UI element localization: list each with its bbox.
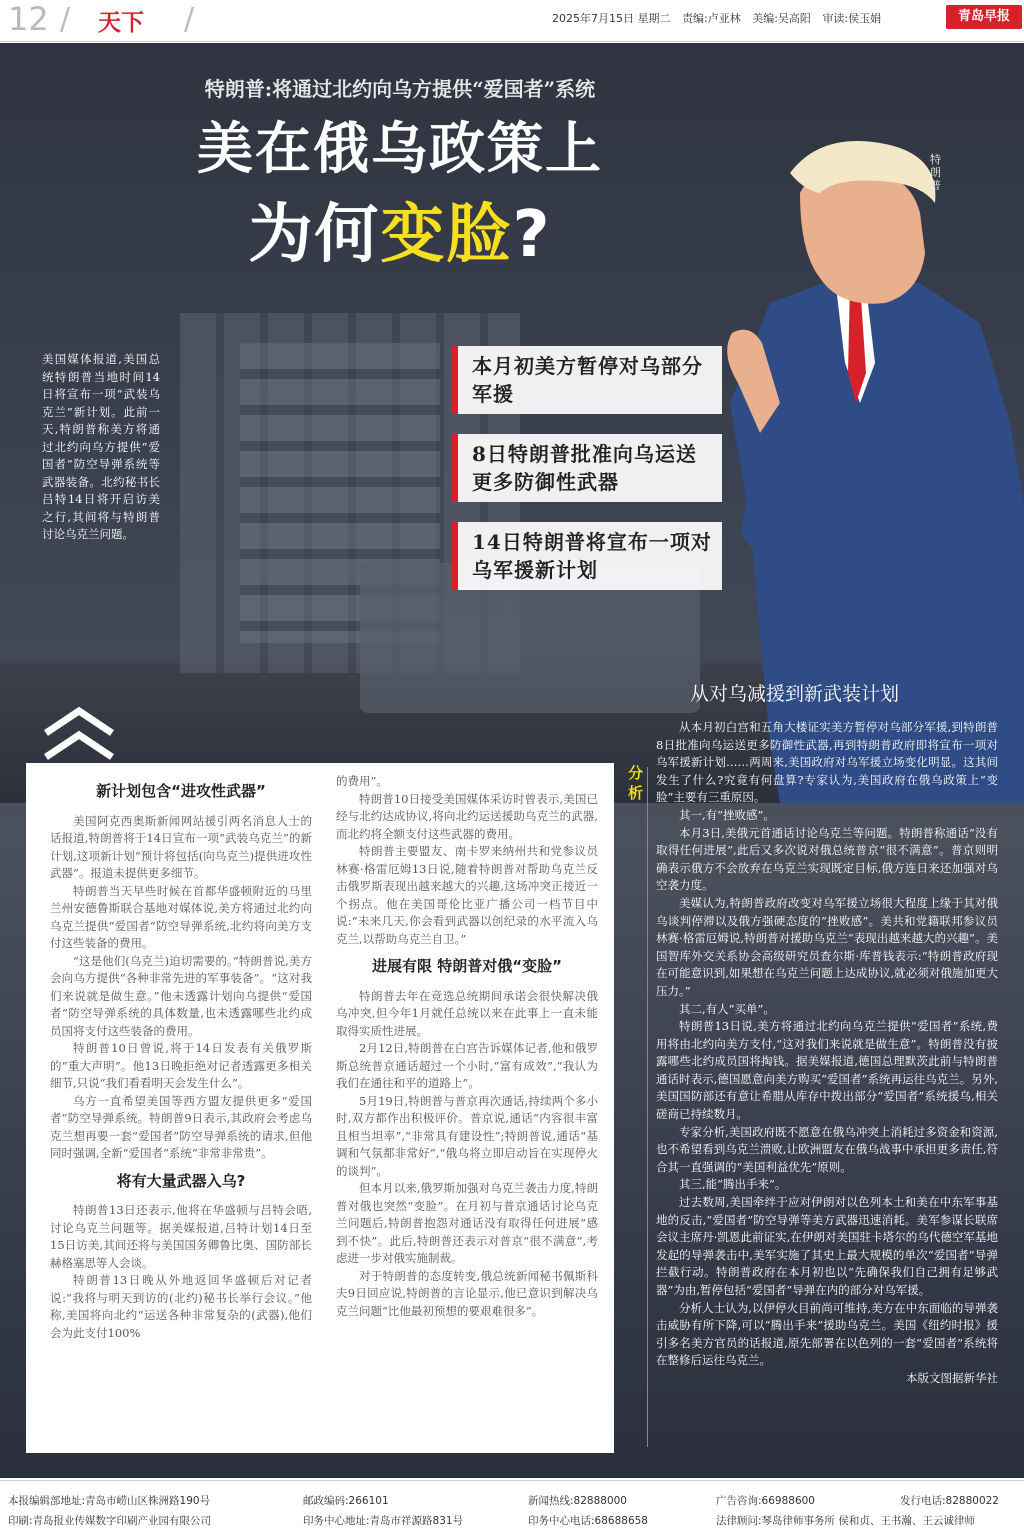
paragraph: 分析人士认为,以伊停火目前尚可维持,美方在中东面临的导弹袭击威胁有所下降,可以“腾出手来”援助乌克兰。美国《纽约时报》援引多名美方官员的话报道,原先部署在以色列的一套“爱国者”系统将在整修后运往乌克兰。 (656, 1300, 998, 1368)
subheading: 新计划包含“进攻性武器” (96, 782, 266, 800)
footer-address: 本报编辑部地址:青岛市崂山区株洲路190号 (8, 1495, 211, 1507)
page-footer (0, 1480, 1024, 1531)
article-column-middle (336, 773, 598, 1320)
article-column-left (50, 773, 312, 1342)
newspaper-logo: 青岛早报 (946, 5, 1022, 29)
paragraph: 特朗普10日曾说,将于14日发表有关俄罗斯的“重大声明”。他13日晚拒绝对记者透露更多相关细节,只说“我们看看明天会发生什么”。 (50, 1041, 312, 1090)
divider-slash: / (60, 2, 71, 37)
footer-print-address: 印务中心地址:青岛市祥源路831号 (303, 1515, 464, 1527)
lede-paragraph: 美国媒体报道,美国总统特朗普当地时间14日将宣布一项“武装乌克兰”新计划。此前一天,特朗普称美方将通过北约向乌方提供“爱国者”防空导弹系统等武器装备。北约秘书长吕特14日将开启访美之行,其间将与特朗普讨论乌克兰问题。 (42, 352, 160, 541)
analysis-tag: 分析 (628, 764, 644, 802)
footer-postcode: 邮政编码:266101 (303, 1495, 389, 1507)
footer-printer: 印刷:青岛报业传媒数字印刷产业园有限公司 (8, 1515, 212, 1527)
paragraph: 特朗普去年在竞选总统期间承诺会很快解决俄乌冲突,但今年1月就任总统以来在此事上一直未能取得实质性进展。 (336, 988, 598, 1038)
headline-pre: 为何 (248, 198, 381, 272)
chevron-up-icon (40, 703, 118, 763)
main-headline-line1: 美在俄乌政策上 (197, 117, 603, 182)
analysis-divider (647, 767, 648, 1447)
paragraph: 美媒认为,特朗普政府改变对乌军援立场很大程度上缘于其对俄乌谈判停滞以及俄方强硬态度的“挫败感”。美共和党籍联邦参议员林赛·格雷厄姆说,特朗普对援助乌克兰“表现出越来越大的兴趣”。美国智库外交关系协会高级研究员查尔斯·库普钱表示:“特朗普政府现在可能意识到,如果想在乌克兰问题上达成协议,就必须对俄施加更大压力。” (656, 895, 998, 998)
analysis-column (656, 719, 998, 1388)
footer-hotline: 新闻热线:82888000 (528, 1495, 627, 1507)
analysis-title: 从对乌减援到新武装计划 (690, 683, 900, 705)
paragraph: 特朗普10日接受美国媒体采访时曾表示,美国已经与北约达成协议,将向北约运送援助乌克兰的武器,而北约将全额支付这些武器的费用。 (336, 791, 598, 841)
headline-highlight: 变脸 (380, 198, 513, 272)
photo-credit: 本版文图据新华社 (906, 1370, 998, 1385)
subheading: 将有大量武器入乌? (116, 1171, 246, 1190)
editor: 责编:卢亚林 (682, 12, 741, 25)
paragraph: 特朗普13日还表示,他将在华盛顿与吕特会晤,讨论乌克兰问题等。据美媒报道,吕特计划14日至15日访美,其间还将与美国国务卿鲁比奥、国防部长赫格塞思等人会谈。 (50, 1203, 312, 1270)
paragraph: 从本月初白宫和五角大楼证实美方暂停对乌部分军援,到特朗普8日批准向乌运送更多防御性武器,再到特朗普政府即将宣布一项对乌军援新计划……两周来,美国政府对乌军援立场变化明显。这其间发生了什么?究竟有何盘算?专家认为,美国政府在俄乌政策上“变脸”主要有三重原因。 (656, 720, 998, 805)
paragraph: 其二,有人“买单”。 (679, 1001, 775, 1016)
paragraph: 其一,有“挫败感”。 (679, 807, 775, 822)
paragraph: 其三,能“腾出手来”。 (679, 1177, 787, 1192)
art-editor: 美编:吴高阳 (752, 12, 811, 25)
paragraph: 特朗普13日晚从外地返回华盛顿后对记者说:“我将与明天到访的(北约)秘书长举行会议。”他称,美国将向北约“运送各种非常复杂的(武器),他们会为此支付100% (50, 1273, 312, 1340)
page-number: 12 (8, 0, 49, 38)
paragraph: “这是他们(乌克兰)迫切需要的。”特朗普说,美方会向乌方提供“各种非常先进的军事装备”。“这对我们来说就是做生意。”他未透露计划向乌提供“爱国者”防空导弹系统的具体数量,也未透露哪些北约成员国将支付这些装备的费用。 (50, 953, 312, 1038)
footer-print-phone: 印务中心电话:68688658 (528, 1515, 648, 1527)
paragraph: 过去数周,美国牵绊于应对伊朗对以色列本土和美在中东军事基地的反击,“爱国者”防空导弹等美方武器迅速消耗。美军参谋长联席会议主席丹·凯恩此前证实,在伊朗对美国驻卡塔尔的乌代德空军基地发起的导弹袭击中,美军实施了其史上最大规模的单次“爱国者”导弹拦截行动。特朗普政府在本月初也以“先确保我们自己拥有足够武器”为由,暂停包括“爱国者”导弹在内的部分对乌军援。 (656, 1195, 998, 1297)
paragraph: 特朗普当天早些时候在首都华盛顿附近的马里兰州安德鲁斯联合基地对媒体说,美方将通过北约向乌克兰提供“爱国者”防空导弹系统,北约将向美方支付这些装备的费用。 (50, 883, 312, 950)
timeline-bullets (452, 346, 722, 610)
section-name: 天下 (98, 9, 144, 36)
footer-legal: 法律顾问:琴岛律师事务所 侯和贞、王书瀚、王云诚律师 (716, 1515, 975, 1527)
headline-post: ? (512, 198, 552, 272)
paragraph: 的费用”。 (336, 774, 388, 788)
masthead (0, 0, 1024, 42)
subheading: 进展有限 特朗普对俄“变脸” (372, 957, 562, 975)
paragraph: 特朗普13日说,美方将通过北约向乌克兰提供“爱国者”系统,费用将由北约向美方支付,“这对我们来说就是做生意”。特朗普没有披露哪些北约成员国将掏钱。据美媒报道,德国总理默茨此前与特朗普通话时表示,德国愿意向美方购买“爱国者”系统再运往乌克兰。另外,美国国防部还有意让希腊从库存中拨出部分“爱国者”系统援乌,相关磋商已持续数月。 (656, 1019, 998, 1122)
divider-slash: / (184, 2, 195, 37)
footer-distribution: 发行电话:82880022 (900, 1495, 999, 1507)
paragraph: 乌方一直希望美国等西方盟友提供更多“爱国者”防空导弹系统。特朗普9日表示,其政府会考虑乌克兰想再要一套“爱国者”防空导弹系统的请求,但他同时强调,全新“爱国者”系统“非常非常贵”。 (50, 1093, 312, 1160)
article-body-box (26, 763, 614, 1453)
paragraph: 对于特朗普的态度转变,俄总统新闻秘书佩斯科夫9日回应说,特朗普的言论显示,他已意识到解决乌克兰问题“比他最初预想的要艰难很多”。 (336, 1268, 598, 1318)
main-headline-line2 (160, 183, 640, 275)
paragraph: 2月12日,特朗普在白宫告诉媒体记者,他和俄罗斯总统普京通话超过一个小时,“富有成效”,“我认为我们在通往和平的道路上”。 (336, 1041, 598, 1090)
paragraph: 美国阿克西奥斯新闻网站援引两名消息人士的话报道,特朗普将于14日宣布一项“武装乌克兰”的新计划,这项新计划“预计将包括(向乌克兰)提供进攻性武器”。报道未提供更多细节。 (50, 813, 312, 880)
paragraph: 专家分析,美国政府既不愿意在俄乌冲突上消耗过多资金和资源,也不希望看到乌克兰溃败,让欧洲盟友在俄乌战事中承担更多责任,符合其一直强调的“美国利益优先”原则。 (656, 1124, 998, 1174)
issue-meta (552, 10, 889, 26)
photo-caption: 特朗普 (930, 153, 941, 192)
hero-area (0, 43, 1024, 1478)
footer-ad: 广告咨询:66988600 (716, 1495, 815, 1507)
issue-date: 2025年7月15日 星期二 (552, 12, 671, 25)
timeline-item: 本月初美方暂停对乌部分军援 (452, 346, 722, 414)
paragraph: 5月19日,特朗普与普京再次通话,持续两个多小时,双方都作出积极评价。普京说,通话“内容很丰富且相当坦率”,“非常具有建设性”;特朗普说,通话“基调和气氛都非常好”,“俄乌将立即启动旨在实现停火的谈判”。 (336, 1093, 598, 1178)
paragraph: 本月3日,美俄元首通话讨论乌克兰等问题。特朗普称通话“没有取得任何进展”,此后又多次说对俄总统普京“很不满意”。普京则明确表示俄方不会放弃在乌克兰实现既定目标,俄方连日来还加强对乌空袭力度。 (656, 825, 998, 893)
paragraph: 特朗普主要盟友、南卡罗来纳州共和党参议员林赛·格雷厄姆13日说,随着特朗普对帮助乌克兰反击俄罗斯表现出越来越大的兴趣,这场冲突正接近一个拐点。他在美国哥伦比亚广播公司一档节目中说:“未来几天,你会看到武器以创纪录的水平流入乌克兰,以帮助乌克兰自卫。” (336, 844, 598, 946)
timeline-item: 8日特朗普批准向乌运送更多防御性武器 (452, 434, 722, 502)
paragraph: 但本月以来,俄罗斯加强对乌克兰袭击力度,特朗普对俄也突然“变脸”。在月初与普京通话讨论乌克兰问题后,特朗普抱怨对通话没有取得任何进展“感到不快”。此后,特朗普还表示对普京“很不满意”,考虑进一步对俄实施制裁。 (336, 1181, 598, 1265)
proofreader: 审读:侯玉娟 (822, 12, 882, 25)
timeline-item: 14日特朗普将宣布一项对乌军援新计划 (452, 522, 722, 590)
kicker-headline: 特朗普:将通过北约向乌方提供“爱国者”系统 (204, 77, 596, 101)
